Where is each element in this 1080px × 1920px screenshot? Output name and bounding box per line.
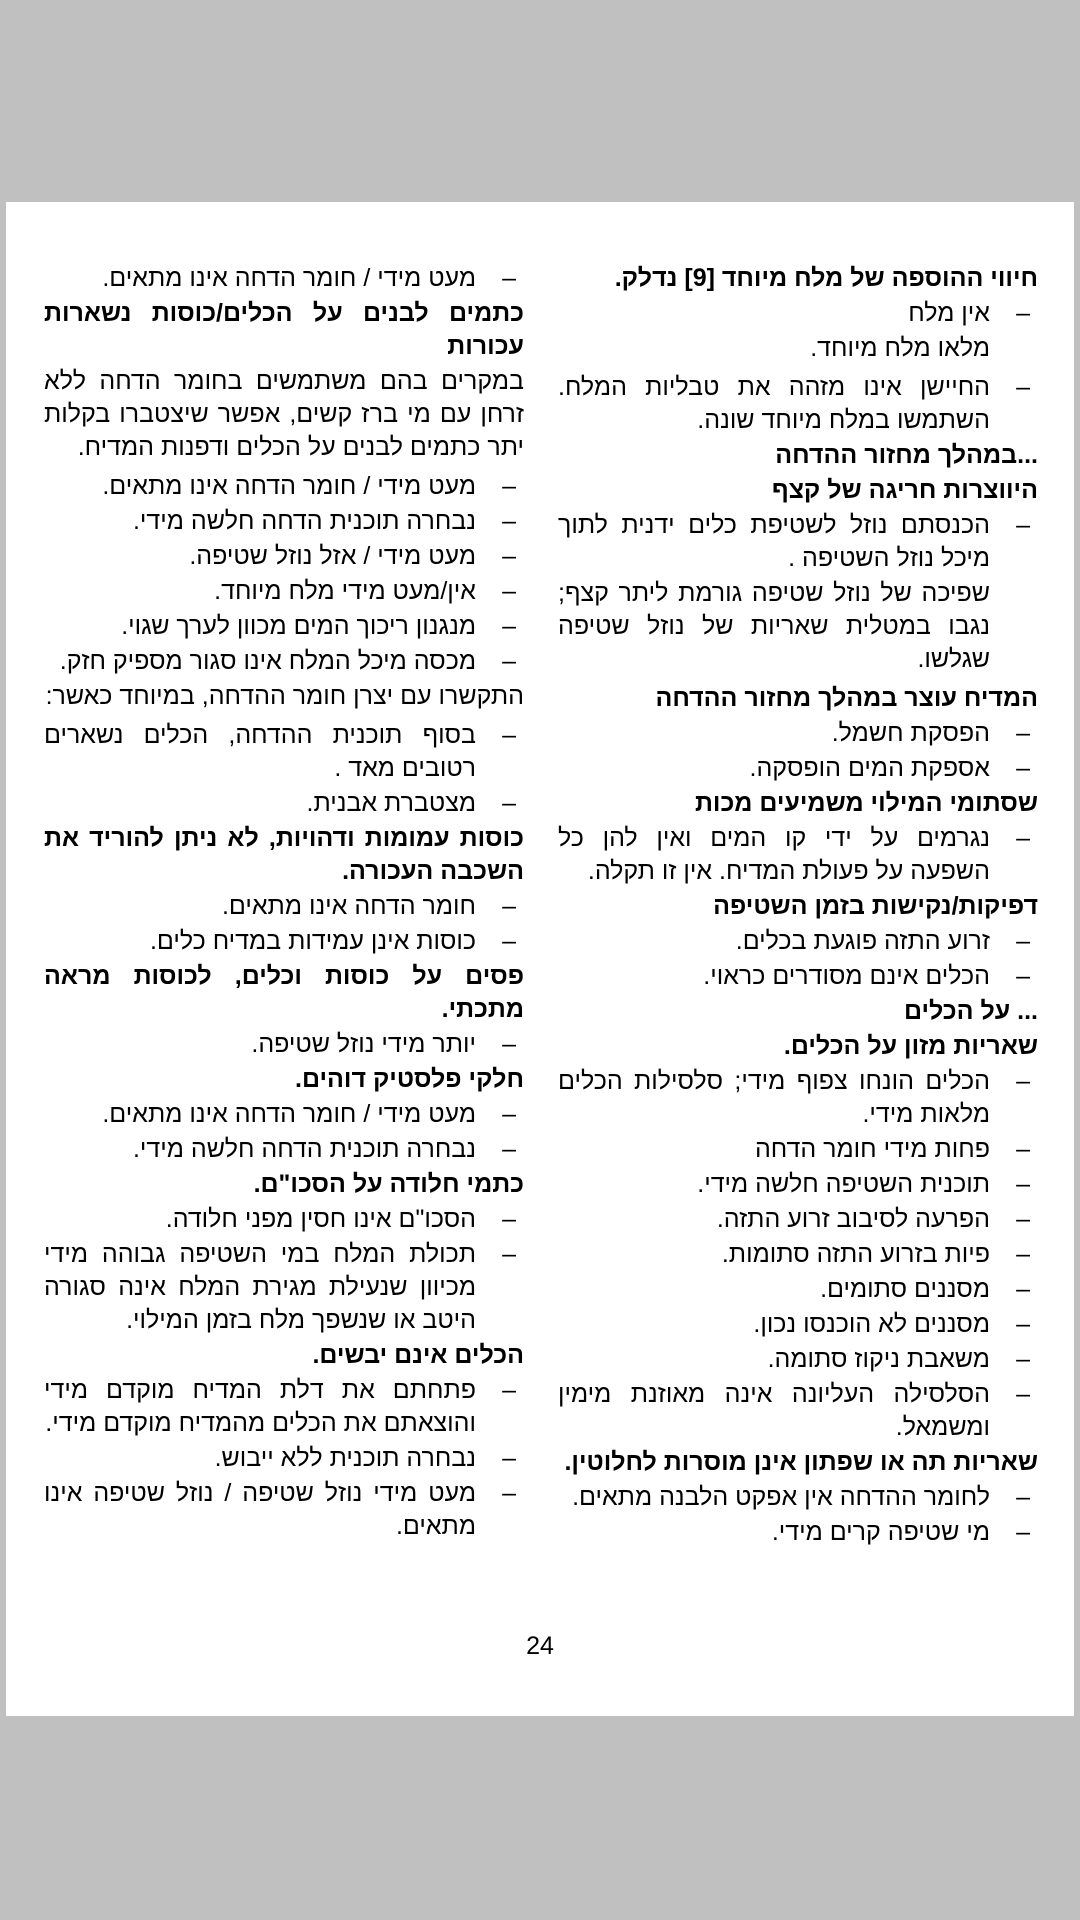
- list-item: [558, 1133, 1038, 1166]
- list-item: [558, 1065, 1038, 1131]
- dash-bullet-icon: –: [502, 542, 516, 570]
- dash-bullet-icon: –: [1016, 824, 1030, 852]
- list-item: [44, 1028, 524, 1061]
- left-column: [44, 262, 524, 1545]
- dash-bullet-icon: –: [502, 721, 516, 749]
- list-item-text: תוכנית השטיפה חלשה מידי.: [697, 1170, 990, 1198]
- dash-bullet-icon: –: [1016, 1205, 1030, 1233]
- dash-bullet-icon: –: [1016, 1170, 1030, 1198]
- list-item: [44, 470, 524, 503]
- list-item-text: מעט מידי / חומר הדחה אינו מתאים.: [102, 264, 476, 292]
- list-item: [558, 1378, 1038, 1444]
- list-item: [44, 610, 524, 643]
- list-item-text: אספקת המים הופסקה.: [749, 754, 990, 782]
- section-heading: ...במהלך מחזור ההדחה: [775, 441, 1038, 469]
- dash-bullet-icon: –: [1016, 1240, 1030, 1268]
- dash-bullet-icon: –: [502, 507, 516, 535]
- list-item-text: לחומר ההדחה אין אפקט הלבנה מתאים.: [572, 1483, 990, 1511]
- list-item-text: הסכו"ם אינו חסין מפני חלודה.: [165, 1205, 476, 1233]
- list-item-text: הכנסתם נוזל לשטיפת כלים ידנית לתוך מיכל נוזל השטיפה .: [558, 511, 990, 572]
- list-item: [558, 822, 1038, 888]
- dash-bullet-icon: –: [502, 1135, 516, 1163]
- dash-bullet-icon: –: [1016, 1518, 1030, 1546]
- remedy-text: שפיכה של נוזל שטיפה גורמת ליתר קצף; נגבו במטלית שאריות של נוזל שטיפה שגלשו.: [558, 579, 990, 673]
- dash-bullet-icon: –: [502, 647, 516, 675]
- list-item: [44, 925, 524, 958]
- dash-bullet-icon: –: [502, 927, 516, 955]
- dash-bullet-icon: –: [502, 612, 516, 640]
- list-item: [44, 262, 524, 295]
- list-item: [558, 925, 1038, 958]
- dash-bullet-icon: –: [502, 472, 516, 500]
- list-item-text: הכלים אינם מסודרים כראוי.: [703, 962, 990, 990]
- list-item: [44, 1238, 524, 1337]
- list-item-text: מסננים סתומים.: [820, 1275, 990, 1303]
- list-item-text: מי שטיפה קרים מידי.: [771, 1518, 990, 1546]
- list-item-text: הפסקת חשמל.: [831, 719, 990, 747]
- list-item-text: בסוף תוכנית ההדחה, הכלים נשארים רטובים מאד .: [44, 721, 476, 782]
- section-heading: שאריות מזון על הכלים.: [783, 1032, 1038, 1060]
- manual-page: [6, 202, 1074, 1716]
- dash-bullet-icon: –: [502, 1030, 516, 1058]
- dash-bullet-icon: –: [1016, 754, 1030, 782]
- dash-bullet-icon: –: [502, 1479, 516, 1507]
- list-item: [44, 1133, 524, 1166]
- list-item: [558, 960, 1038, 993]
- section-heading: שסתומי המילוי משמיעים מכות: [694, 789, 1038, 817]
- dash-bullet-icon: –: [1016, 1067, 1030, 1095]
- list-item: [44, 1374, 524, 1440]
- list-item: [558, 1273, 1038, 1306]
- section-heading: חלקי פלסטיק דוהים.: [295, 1065, 524, 1093]
- list-item-text: הכלים הונחו צפוף מידי; סלסילות הכלים מלאות מידי.: [558, 1067, 990, 1128]
- dash-bullet-icon: –: [502, 892, 516, 920]
- dash-bullet-icon: –: [502, 1376, 516, 1404]
- list-item: [44, 1442, 524, 1475]
- dash-bullet-icon: –: [1016, 1275, 1030, 1303]
- section-heading: הכלים אינם יבשים.: [312, 1341, 524, 1369]
- list-item-text: מעט מידי / חומר הדחה אינו מתאים.: [102, 472, 476, 500]
- list-item: [558, 1238, 1038, 1271]
- list-item-text: יותר מידי נוזל שטיפה.: [251, 1030, 476, 1058]
- list-item: [44, 575, 524, 608]
- list-item: [558, 1203, 1038, 1236]
- dash-bullet-icon: –: [502, 789, 516, 817]
- list-item: [558, 1343, 1038, 1376]
- section-heading: שאריות תה או שפתון אינן מוסרות לחלוטין.: [564, 1448, 1038, 1476]
- dash-bullet-icon: –: [1016, 299, 1030, 327]
- paragraph: התקשרו עם יצרן חומר ההדחה, במיוחד כאשר:: [45, 682, 524, 710]
- dash-bullet-icon: –: [502, 1240, 516, 1268]
- list-item: [558, 297, 1038, 330]
- list-item-text: כוסות אינן עמידות במדיח כלים.: [149, 927, 476, 955]
- dash-bullet-icon: –: [502, 577, 516, 605]
- list-item-text: משאבת ניקוז סתומה.: [767, 1345, 990, 1373]
- dash-bullet-icon: –: [1016, 511, 1030, 539]
- section-heading: המדיח עוצר במהלך מחזור ההדחה: [655, 684, 1038, 712]
- list-item: [558, 1481, 1038, 1514]
- list-item-text: מעט מידי / חומר הדחה אינו מתאים.: [102, 1100, 476, 1128]
- dash-bullet-icon: –: [1016, 962, 1030, 990]
- list-item-text: נבחרה תוכנית הדחה חלשה מידי.: [132, 507, 476, 535]
- right-column: [558, 262, 1038, 1551]
- list-item-text: פיות בזרוע התזה סתומות.: [721, 1240, 990, 1268]
- list-item-text: מסננים לא הוכנסו נכון.: [753, 1310, 990, 1338]
- list-item-text: מצטברת אבנית.: [306, 789, 476, 817]
- list-item: [558, 717, 1038, 750]
- list-item-text: זרוע התזה פוגעת בכלים.: [735, 927, 990, 955]
- list-item: [44, 645, 524, 678]
- section-heading: חיווי ההוספה של מלח מיוחד [9] נדלק.: [614, 264, 1038, 292]
- section-heading: כוסות עמומות ודהויות, לא ניתן להוריד את השכבה העכורה.: [44, 824, 524, 885]
- list-item-text: פחות מידי חומר הדחה: [754, 1135, 990, 1163]
- list-item: [44, 719, 524, 785]
- list-item-text: תכולת המלח במי השטיפה גבוהה מידי מכיוון שנעילת מגירת המלח אינה סגורה היטב או שנשפך מלח בזמן המילוי.: [44, 1240, 476, 1334]
- list-item: [44, 787, 524, 820]
- list-item: [44, 540, 524, 573]
- list-item-text: נגרמים על ידי קו המים ואין להן כל השפעה על פעולת המדיח. אין זו תקלה.: [558, 824, 990, 885]
- dash-bullet-icon: –: [1016, 719, 1030, 747]
- list-item: [44, 890, 524, 923]
- list-item-text: אין מלח: [908, 299, 990, 327]
- list-item: [44, 1477, 524, 1543]
- list-item-text: מעט מידי נוזל שטיפה / נוזל שטיפה אינו מתאים.: [44, 1479, 476, 1540]
- section-heading: היווצרות חריגה של קצף: [771, 476, 1038, 504]
- dash-bullet-icon: –: [502, 1444, 516, 1472]
- paragraph: במקרים בהם משתמשים בחומר הדחה ללא זרחן עם מי ברז קשים, אפשר שיצטברו בקלות יתר כתמים לבנים על הכלים ודפנות המדיח.: [44, 367, 524, 461]
- list-item: [558, 509, 1038, 575]
- list-item: [558, 1168, 1038, 1201]
- dash-bullet-icon: –: [502, 264, 516, 292]
- list-item: [558, 1308, 1038, 1341]
- dash-bullet-icon: –: [1016, 1483, 1030, 1511]
- dash-bullet-icon: –: [1016, 1135, 1030, 1163]
- section-heading: כתמי חלודה על הסכו"ם.: [253, 1170, 524, 1198]
- list-item: [558, 752, 1038, 785]
- list-item-text: נבחרה תוכנית ללא ייבוש.: [214, 1444, 476, 1472]
- list-item: [44, 505, 524, 538]
- dash-bullet-icon: –: [1016, 1345, 1030, 1373]
- remedy-text: מלאו מלח מיוחד.: [810, 334, 990, 362]
- dash-bullet-icon: –: [1016, 373, 1030, 401]
- list-item: [44, 1203, 524, 1236]
- dash-bullet-icon: –: [502, 1205, 516, 1233]
- list-item-text: הפרעה לסיבוב זרוע התזה.: [716, 1205, 990, 1233]
- dash-bullet-icon: –: [1016, 1380, 1030, 1408]
- list-item: [44, 1098, 524, 1131]
- list-item-text: מכסה מיכל המלח אינו סגור מספיק חזק.: [59, 647, 476, 675]
- list-item-text: מנגנון ריכוך המים מכוון לערך שגוי.: [121, 612, 476, 640]
- list-item-text: חומר הדחה אינו מתאים.: [221, 892, 476, 920]
- list-item: [558, 371, 1038, 437]
- dash-bullet-icon: –: [1016, 1310, 1030, 1338]
- list-item-text: הסלסילה העליונה אינה מאוזנת מימין ומשמאל.: [558, 1380, 990, 1441]
- dash-bullet-icon: –: [502, 1100, 516, 1128]
- section-heading: דפיקות/נקישות בזמן השטיפה: [713, 892, 1038, 920]
- page-number: 24: [526, 1632, 554, 1660]
- list-item-text: החיישן אינו מזהה את טבליות המלח. השתמשו במלח מיוחד שונה.: [558, 373, 990, 434]
- list-item-text: מעט מידי / אזל נוזל שטיפה.: [189, 542, 476, 570]
- list-item-text: נבחרה תוכנית הדחה חלשה מידי.: [132, 1135, 476, 1163]
- section-heading: פסים על כוסות וכלים, לכוסות מראה מתכתי.: [44, 962, 524, 1023]
- list-item: [558, 1516, 1038, 1549]
- list-item-text: פתחתם את דלת המדיח מוקדם מידי והוצאתם את הכלים מהמדיח מוקדם מידי.: [44, 1376, 476, 1437]
- section-heading: ... על הכלים: [903, 997, 1038, 1025]
- list-item-text: אין/מעט מידי מלח מיוחד.: [214, 577, 476, 605]
- dash-bullet-icon: –: [1016, 927, 1030, 955]
- section-heading: כתמים לבנים על הכלים/כוסות נשארות עכורות: [44, 299, 524, 360]
